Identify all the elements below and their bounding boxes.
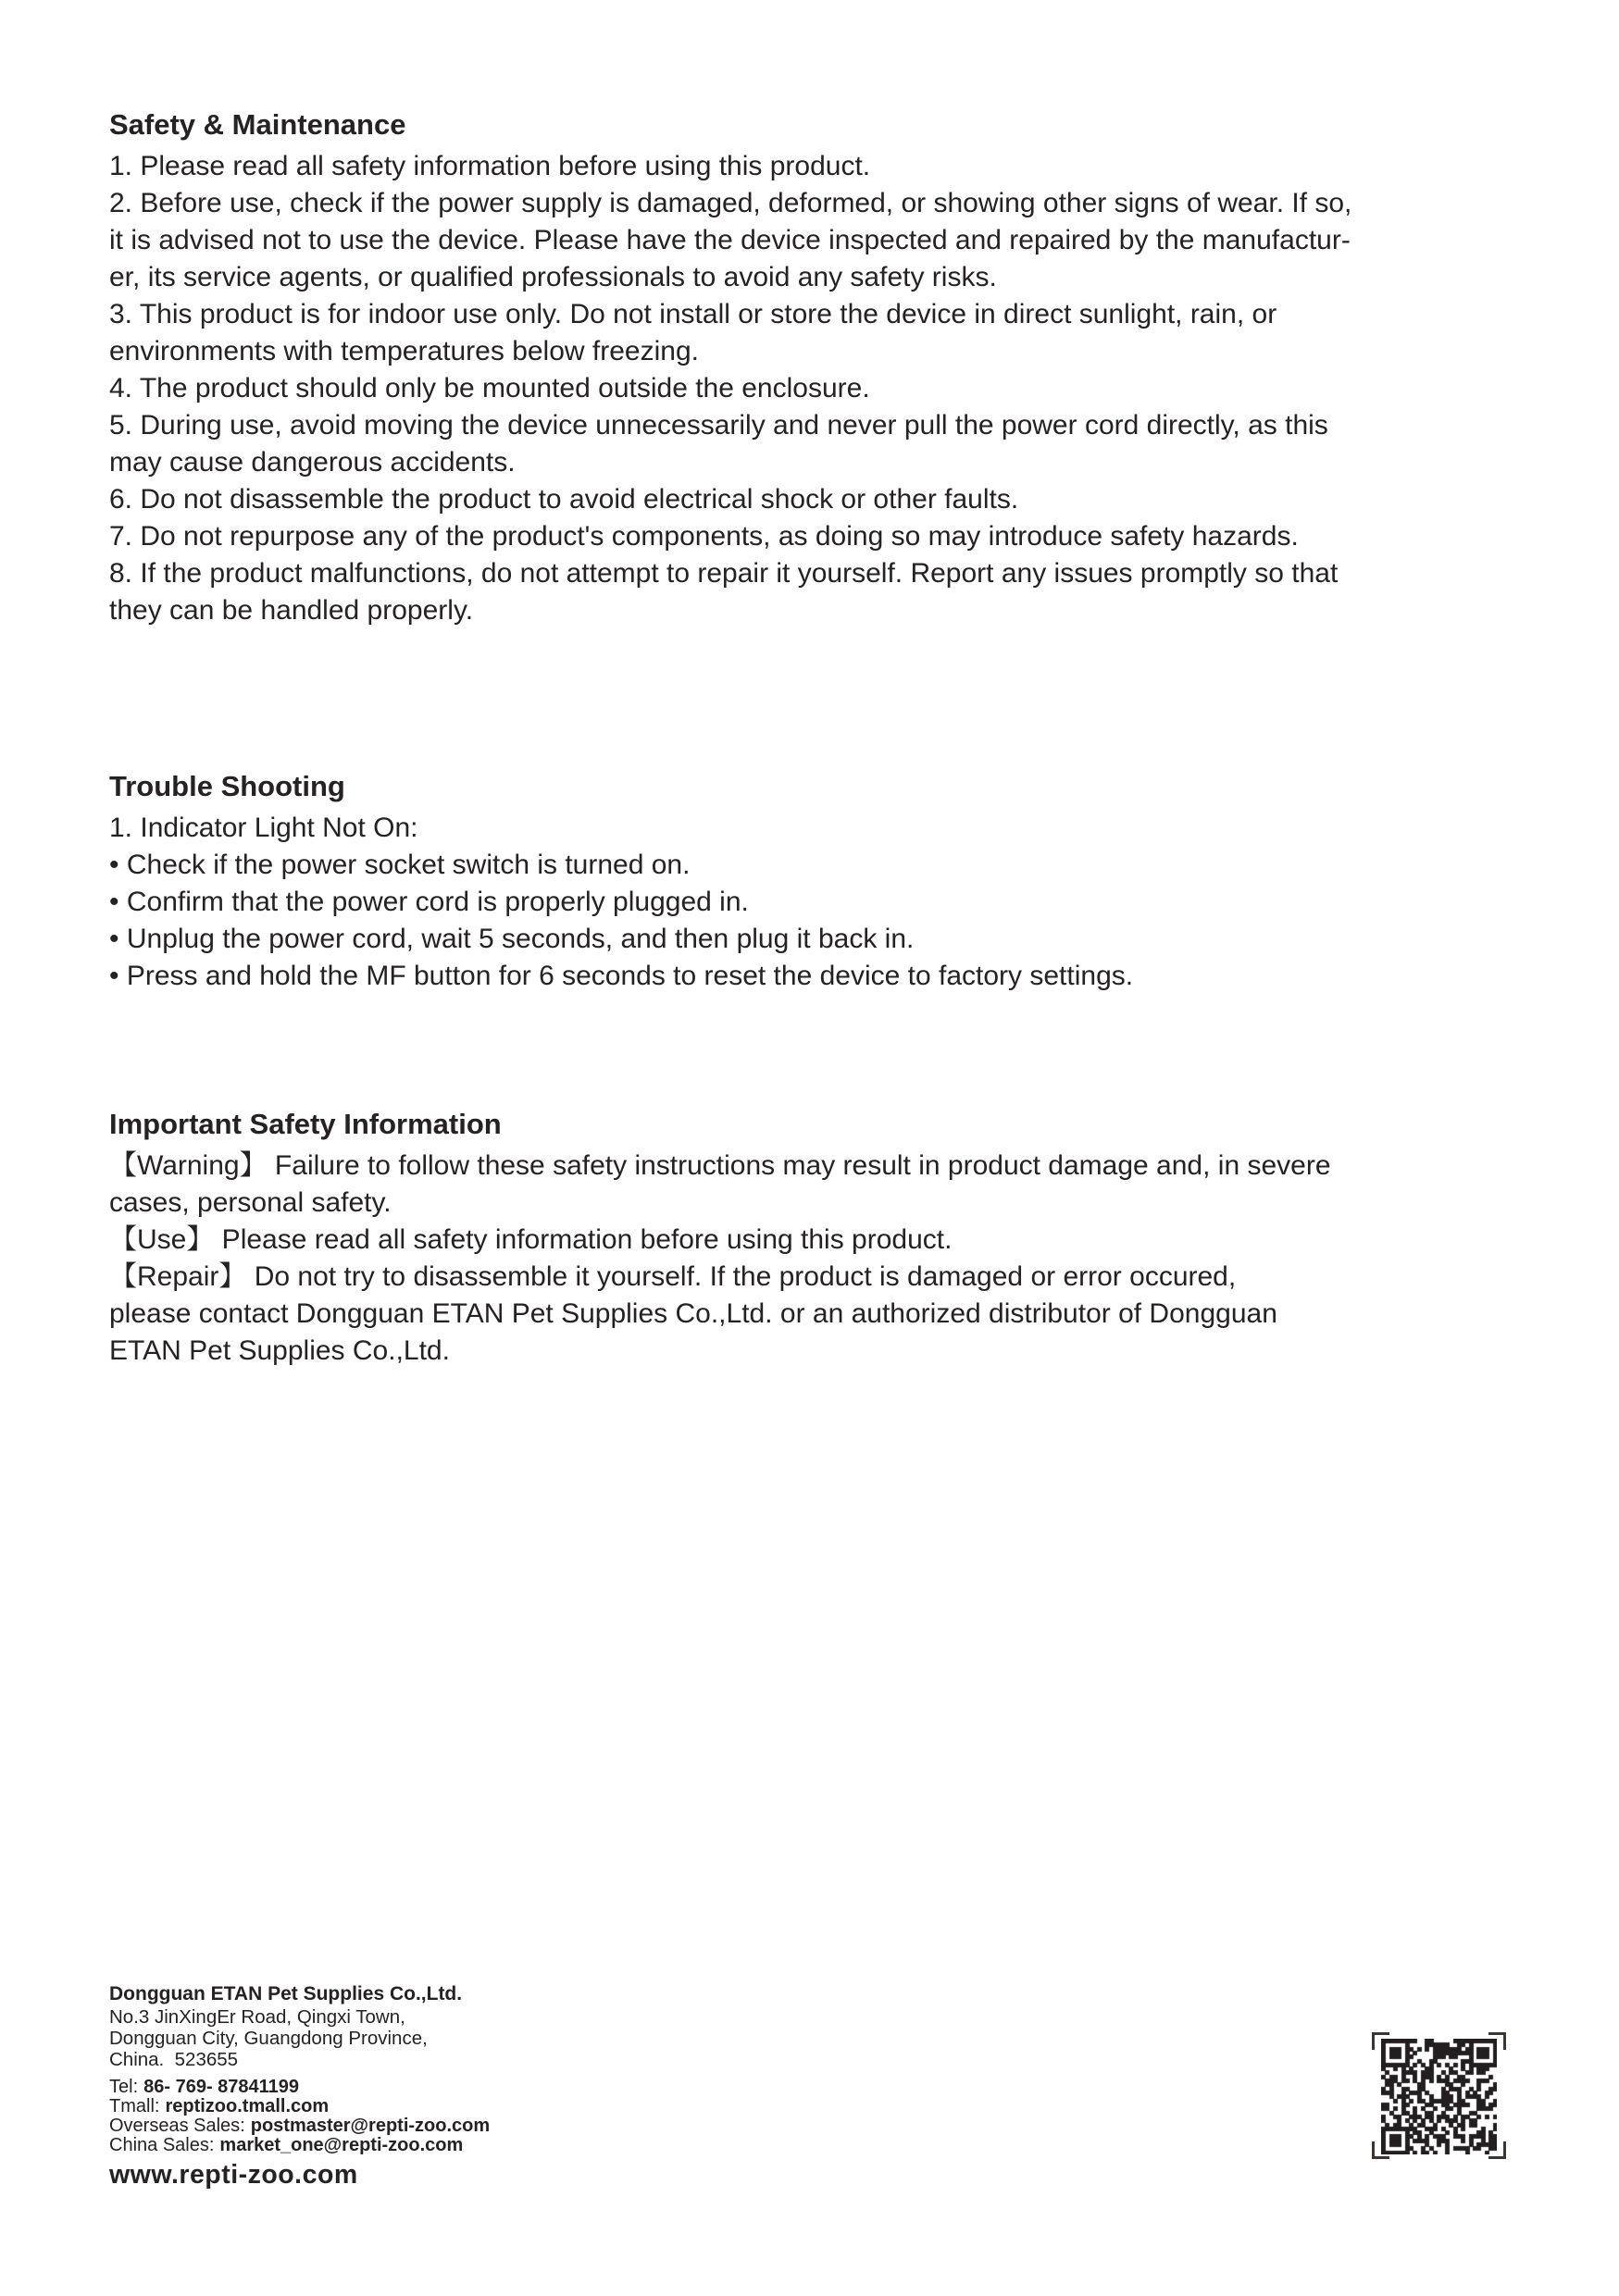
- text-line: 1. Please read all safety information before using this product.: [109, 151, 871, 181]
- section-heading: Trouble Shooting: [109, 770, 345, 802]
- footer-contact-block: [109, 1982, 490, 2191]
- china-sales-label: China Sales:: [109, 2135, 215, 2155]
- tel-label: Tel:: [109, 2077, 139, 2097]
- section-trouble-shooting: [109, 765, 1133, 995]
- bullet-line: • Check if the power socket switch is turned on.: [109, 850, 691, 880]
- overseas-sales-line: [109, 2116, 490, 2136]
- tel-number: 86- 769- 87841199: [143, 2077, 300, 2097]
- overseas-sales-label: Overseas Sales:: [109, 2116, 245, 2136]
- text-line: environments with temperatures below freezing.: [109, 336, 699, 366]
- tmall-url: reptizoo.tmall.com: [165, 2096, 330, 2116]
- china-sales-line: [109, 2136, 490, 2155]
- text-line: please contact Dongguan ETAN Pet Supplies Co.,Ltd. or an authorized distributor of Dongguan: [109, 1298, 1277, 1329]
- website-url: www.repti-zoo.com: [109, 2160, 358, 2190]
- text-line: 5. During use, avoid moving the device unnecessarily and never pull the power cord directly, as this: [109, 410, 1328, 441]
- text-line: er, its service agents, or qualified professionals to avoid any safety risks.: [109, 262, 997, 292]
- tmall-label: Tmall:: [109, 2096, 160, 2116]
- text-line: 【Repair】 Do not try to disassemble it yourself. If the product is damaged or error occured,: [109, 1261, 1237, 1292]
- section-important-safety-information: [109, 1103, 1331, 1370]
- text-line: 6. Do not disassemble the product to avoid electrical shock or other faults.: [109, 484, 1019, 515]
- text-line: they can be handled properly.: [109, 595, 474, 626]
- text-line: 4. The product should only be mounted outside the enclosure.: [109, 373, 870, 403]
- tel-line: [109, 2078, 490, 2097]
- bullet-line: • Press and hold the MF button for 6 seconds to reset the device to factory settings.: [109, 961, 1134, 991]
- text-line: 3. This product is for indoor use only. Do not install or store the device in direct sunlight, rain, or: [109, 299, 1277, 329]
- text-line: 1. Indicator Light Not On:: [109, 813, 418, 843]
- text-line: 【Warning】 Failure to follow these safety instructions may result in product damage and, in severe: [109, 1150, 1331, 1181]
- bullet-line: • Confirm that the power cord is properly plugged in.: [109, 887, 749, 917]
- text-line: cases, personal safety.: [109, 1187, 392, 1218]
- text-line: 2. Before use, check if the power supply is damaged, deformed, or showing other signs of wear. If so,: [109, 188, 1352, 218]
- contact-lines: [109, 2078, 490, 2155]
- company-address: [109, 2006, 490, 2070]
- section-heading: Safety & Maintenance: [109, 108, 406, 141]
- section-safety-maintenance: [109, 104, 1351, 629]
- qr-code-canvas: [1381, 2039, 1497, 2154]
- address-line: China. 523655: [109, 2049, 239, 2070]
- address-line: Dongguan City, Guangdong Province,: [109, 2028, 428, 2049]
- text-line: 8. If the product malfunctions, do not attempt to repair it yourself. Report any issues promptly so that: [109, 558, 1339, 589]
- text-line: 7. Do not repurpose any of the product's components, as doing so may introduce safety hazards.: [109, 521, 1299, 552]
- bullet-line: • Unplug the power cord, wait 5 seconds, and then plug it back in.: [109, 924, 915, 954]
- section-heading: Important Safety Information: [109, 1108, 502, 1140]
- qr-code: [1372, 2032, 1506, 2159]
- overseas-sales-email: postmaster@repti-zoo.com: [250, 2116, 491, 2136]
- text-line: ETAN Pet Supplies Co.,Ltd.: [109, 1335, 450, 1366]
- company-name: Dongguan ETAN Pet Supplies Co.,Ltd.: [109, 1983, 463, 2004]
- china-sales-email: market_one@repti-zoo.com: [219, 2135, 464, 2155]
- text-line: it is advised not to use the device. Please have the device inspected and repaired by the manufactur-: [109, 225, 1351, 255]
- text-line: may cause dangerous accidents.: [109, 447, 516, 478]
- tmall-line: [109, 2097, 490, 2116]
- address-line: No.3 JinXingEr Road, Qingxi Town,: [109, 2006, 405, 2028]
- text-line: 【Use】 Please read all safety information before using this product.: [109, 1224, 953, 1255]
